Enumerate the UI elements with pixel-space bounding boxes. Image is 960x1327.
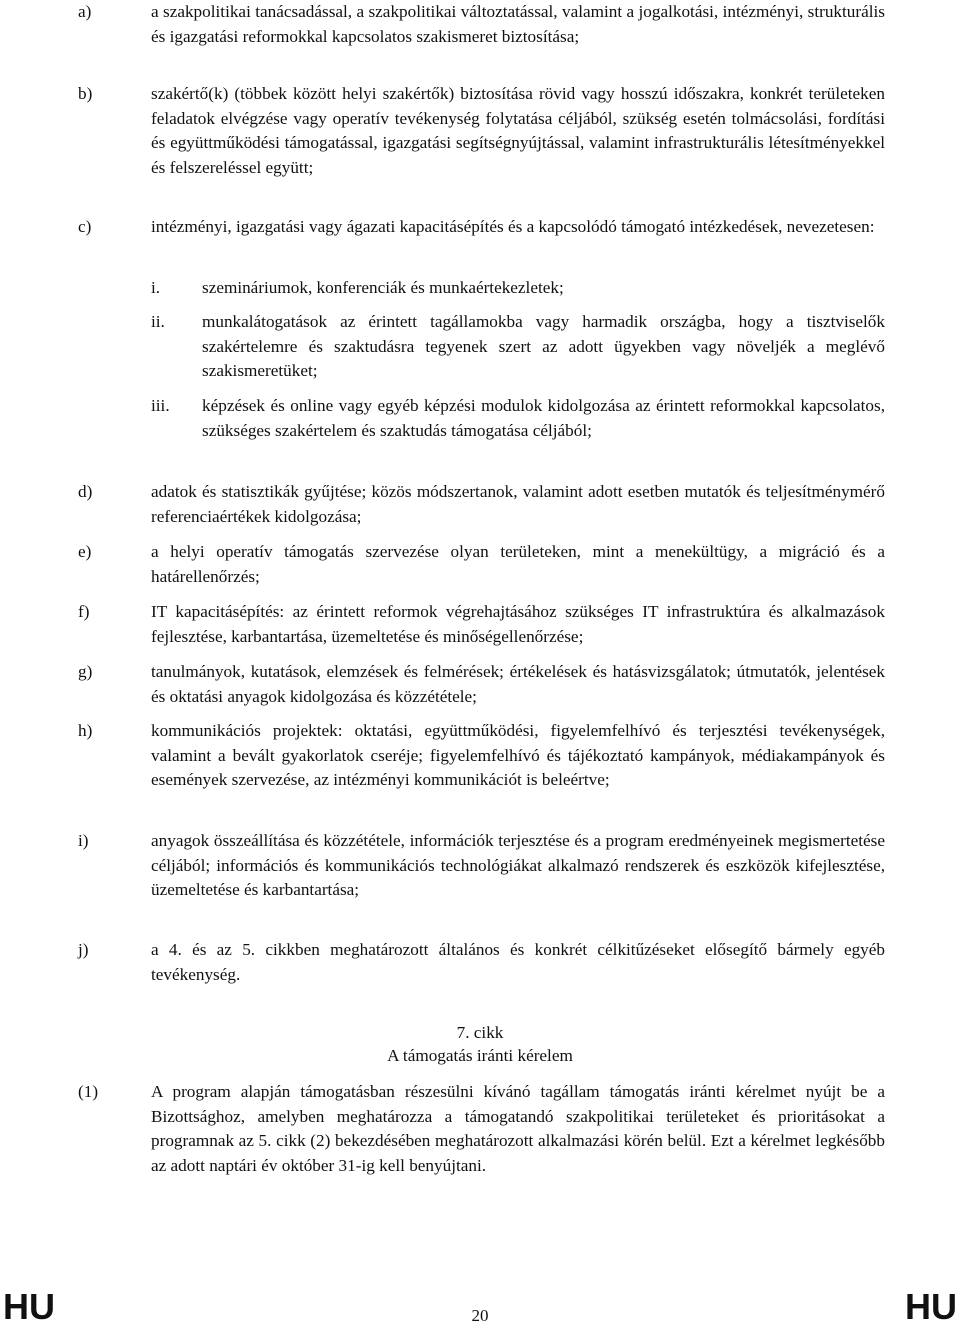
item-text: a szakpolitikai tanácsadással, a szakpolitikai változtatással, valamint a jogalkotási, intézményi, strukturális és igazgatási reformokkal kapcsolatos szakismeret biztosítása; [151, 2, 885, 46]
item-text: kommunikációs projektek: oktatási, együttműködési, figyelemfelhívó és terjesztési tevékenységek, valamint a bevált gyakorlatok cseréje; figyelemfelhívó és tájékoztató kampányok, médiakampányok és események szervezése, az intézményi kommunikációt is beleértve; [151, 721, 885, 789]
item-label: j) [78, 940, 89, 959]
item-text: a helyi operatív támogatás szervezése olyan területeken, mint a menekültügy, a migráció és a határellenőrzés; [151, 542, 885, 586]
item-text: tanulmányok, kutatások, elemzések és felmérések; értékelések és hatásvizsgálatok; útmutatók, jelentések és oktatási anyagok kidolgozása és közzététele; [151, 662, 885, 706]
paragraph-text: A program alapján támogatásban részesülni kívánó tagállam támogatás iránti kérelmet nyújt be a Bizottsághoz, amelyben meghatározza a támogatandó szakpolitikai területeket és prioritásokat a programnak az 5. cikk (2) bekezdésében meghatározott alkalmazási körén belül. Ezt a kérelmet legkésőbb az adott naptári év október 31-ig kell benyújtani. [151, 1082, 885, 1175]
sub-item-label: ii. [151, 312, 165, 331]
item-label: f) [78, 602, 90, 621]
article-title: A támogatás iránti kérelem [387, 1046, 573, 1065]
item-label: c) [78, 217, 92, 236]
item-text: anyagok összeállítása és közzététele, információk terjesztése és a program eredményeinek megismertetése céljából; információs és kommunikációs technológiákat alkalmazó rendszerek és eszközök kifejlesztése, üzemeltetése és karbantartása; [151, 831, 885, 899]
item-text: szakértő(k) (többek között helyi szakértők) biztosítása rövid vagy hosszú időszakra, konkrét területeken feladatok elvégzése vagy operatív tevékenység folytatása céljából, szükség esetén tolmácsolási, fordítási és együttműködési támogatással, igazgatási segítségnyújtással, valamint infrastrukturális létesítményekkel és felszereléssel együtt; [151, 84, 885, 177]
item-text: a 4. és az 5. cikkben meghatározott általános és konkrét célkitűzéseket elősegítő bármely egyéb tevékenység. [151, 940, 885, 984]
page-number: 20 [471, 1306, 489, 1325]
item-label: g) [78, 662, 93, 681]
item-label: e) [78, 542, 92, 561]
item-label: d) [78, 482, 93, 501]
sub-item-label: i. [151, 278, 161, 297]
item-label: b) [78, 84, 93, 103]
sub-item-text: munkalátogatások az érintett tagállamokba vagy harmadik országba, hogy a tisztviselők szakértelemre és szaktudásra tegyenek szert az adott ügyekben vagy növeljék a meglévő szakismeretüket; [202, 312, 885, 380]
item-label: h) [78, 721, 93, 740]
item-text: intézményi, igazgatási vagy ágazati kapacitásépítés és a kapcsolódó támogató intézkedések, nevezetesen: [151, 217, 875, 236]
item-text: adatok és statisztikák gyűjtése; közös módszertanok, valamint adott esetben mutatók és teljesítménymérő referenciaértékek kidolgozása; [151, 482, 885, 526]
item-text: IT kapacitásépítés: az érintett reformok végrehajtásához szükséges IT infrastruktúra és alkalmazások fejlesztése, karbantartása, üzemeltetése és minőségellenőrzése; [151, 602, 885, 646]
sub-item-text: szemináriumok, konferenciák és munkaértekezletek; [202, 278, 564, 297]
sub-item-text: képzések és online vagy egyéb képzési modulok kidolgozása az érintett reformokkal kapcsolatos, szükséges szakértelem és szaktudás támogatása céljából; [202, 396, 885, 440]
article-number: 7. cikk [456, 1023, 504, 1042]
paragraph-label: (1) [78, 1082, 99, 1101]
item-label: a) [78, 2, 92, 21]
sub-item-label: iii. [151, 396, 170, 415]
item-label: i) [78, 831, 89, 850]
footer-language-right: HU [905, 1286, 957, 1327]
footer-language-left: HU [3, 1286, 55, 1327]
